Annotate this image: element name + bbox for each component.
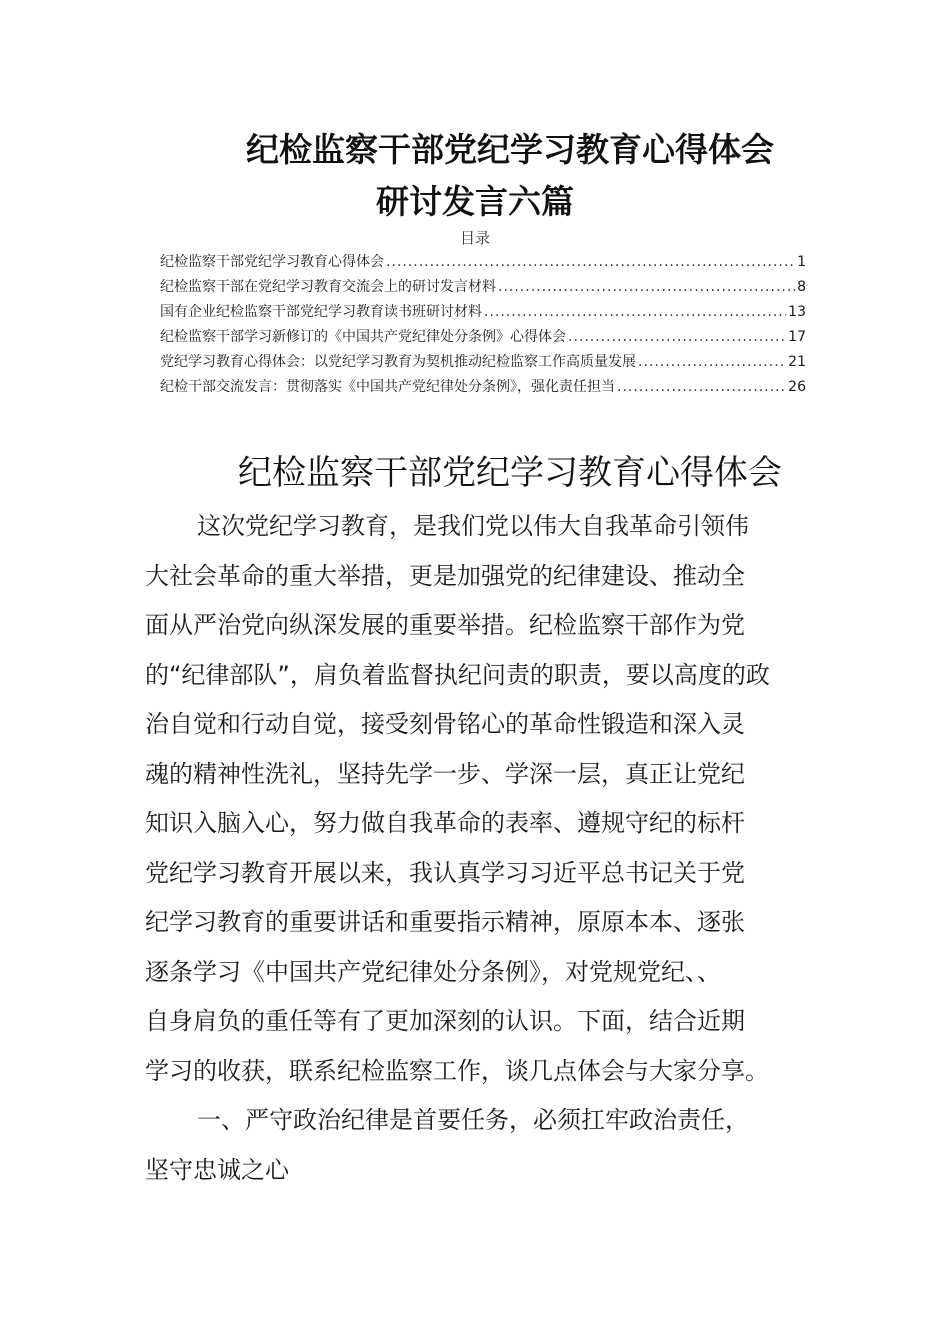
toc-entry[interactable]: [160, 300, 806, 325]
toc-entry[interactable]: [160, 275, 806, 300]
body-line: 纪学习教育的重要讲话和重要指示精神，原原本本、逐张: [145, 908, 745, 936]
toc-entry-text: 纪检监察干部学习新修订的《中国共产党纪律处分条例》心得体会: [160, 329, 566, 345]
article-body: [145, 502, 810, 1195]
body-line: 学习的收获，联系纪检监察工作，谈几点体会与大家分享。: [145, 1056, 769, 1085]
section-heading-line-2: 坚守忠诚之心: [145, 1155, 289, 1184]
table-of-contents: [160, 250, 806, 400]
toc-dot-leader: [638, 350, 786, 375]
toc-entry-text: 党纪学习教育心得体会：以党纪学习教育为契机推动纪检监察工作高质量发展: [160, 354, 636, 370]
body-line: 自身肩负的重任等有了更加深刻的认识。下面，结合近期: [145, 1007, 745, 1035]
body-line: 知识入脑入心，努力做自我革命的表率、遵规守纪的标杆: [145, 809, 745, 837]
toc-entry-text: 国有企业纪检监察干部党纪学习教育读书班研讨材料: [160, 304, 482, 320]
article-title: 纪检监察干部党纪学习教育心得体会: [238, 453, 782, 493]
toc-entry[interactable]: [160, 325, 806, 350]
toc-entry[interactable]: [160, 375, 806, 400]
body-line: 的“纪律部队”，肩负着监督执纪问责的职责，要以高度的政: [145, 660, 770, 689]
body-line: 党纪学习教育开展以来，我认真学习习近平总书记关于党: [145, 858, 745, 887]
toc-entry[interactable]: [160, 350, 806, 375]
body-line: 治自觉和行动自觉，接受刻骨铭心的革命性锻造和深入灵: [145, 710, 745, 738]
document-title-line-2: 研讨发言六篇: [376, 182, 574, 221]
toc-entry-page: 8: [797, 279, 806, 295]
toc-entry-page: 1: [797, 254, 806, 270]
toc-heading: 目录: [459, 229, 490, 247]
document-title-line-1: 纪检监察干部党纪学习教育心得体会: [246, 130, 774, 169]
body-line: 面从严治党向纵深发展的重要举措。纪检监察干部作为党: [145, 611, 745, 639]
toc-entry-text: 纪检干部交流发言：贯彻落实《中国共产党纪律处分条例》，强化责任担当: [160, 379, 615, 395]
toc-entry-text: 纪检监察干部党纪学习教育心得体会: [160, 254, 384, 270]
toc-dot-leader: [386, 250, 795, 275]
toc-entry-page: 26: [788, 379, 806, 395]
body-line: 大社会革命的重大举措，更是加强党的纪律建设、推动全: [145, 561, 745, 590]
toc-dot-leader: [568, 325, 786, 350]
toc-entry[interactable]: [160, 250, 806, 275]
body-line: 逐条学习《中国共产党纪律处分条例》，对党规党纪、、: [145, 957, 721, 986]
toc-entry-page: 21: [788, 354, 806, 370]
toc-entry-page: 13: [788, 304, 806, 320]
toc-dot-leader: [498, 275, 795, 300]
toc-dot-leader: [484, 300, 786, 325]
toc-dot-leader: [617, 375, 786, 400]
body-line: 魂的精神性洗礼，坚持先学一步、学深一层，真正让党纪: [145, 759, 745, 788]
toc-entry-text: 纪检监察干部在党纪学习教育交流会上的研讨发言材料: [160, 279, 496, 295]
toc-entry-page: 17: [788, 329, 806, 345]
section-heading-line-1: 一、严守政治纪律是首要任务，必须扛牢政治责任，: [197, 1106, 749, 1134]
body-line: 这次党纪学习教育，是我们党以伟大自我革命引领伟: [197, 512, 749, 540]
